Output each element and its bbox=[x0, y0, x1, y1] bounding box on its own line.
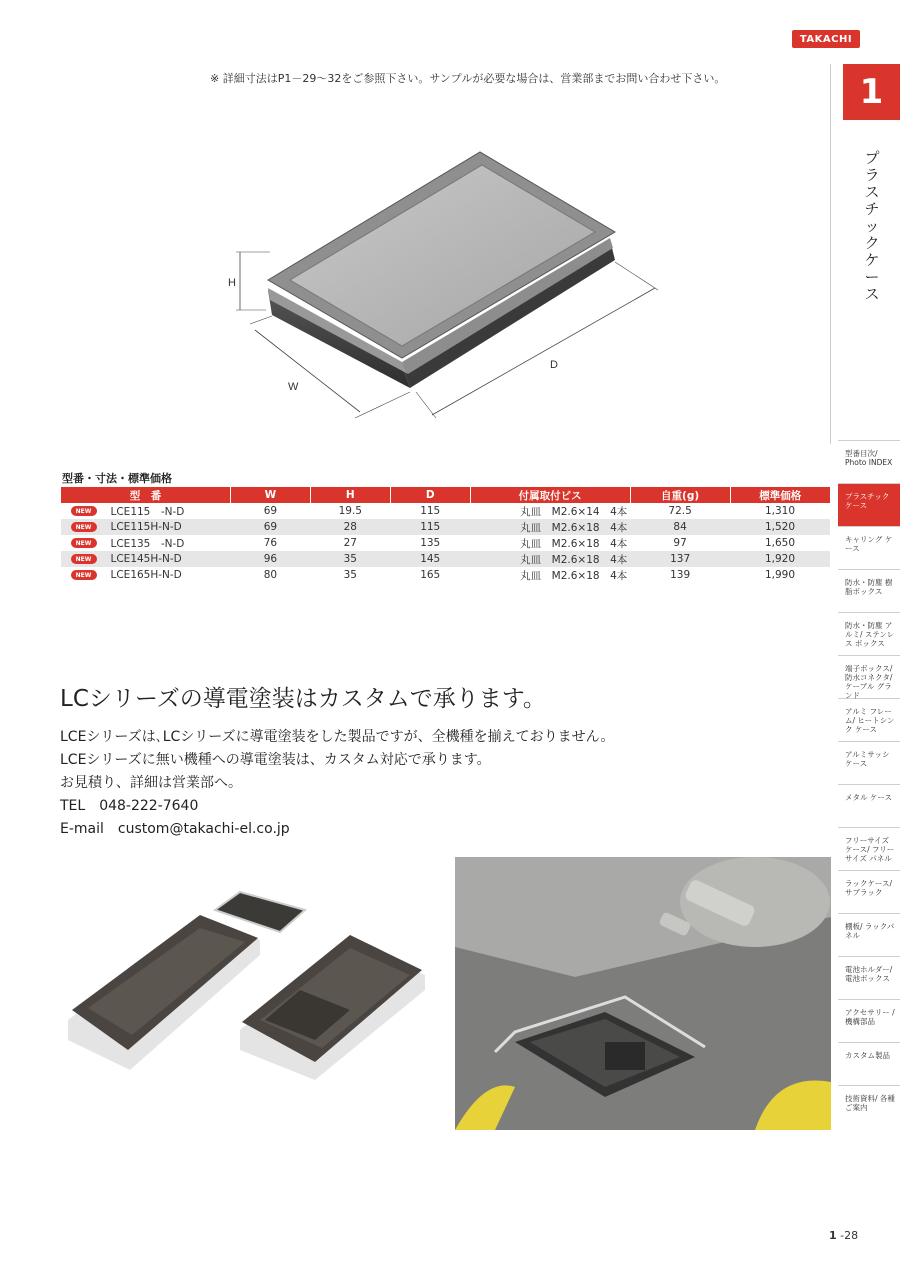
cell-weight: 137 bbox=[630, 551, 730, 567]
body-line: LCEシリーズに無い機種への導電塗装は、カスタム対応で承ります。 bbox=[60, 752, 491, 768]
header-d: D bbox=[390, 487, 470, 503]
cell-model bbox=[61, 535, 231, 551]
sidenav-item-aluminum-frame[interactable]: アルミ フレーム/ ヒートシンク ケース bbox=[838, 698, 900, 741]
section-heading: LCシリーズの導電塗装はカスタムで承ります。 bbox=[60, 686, 546, 712]
sidenav-item-shelf[interactable]: 棚板/ ラックパネル bbox=[838, 913, 900, 956]
sidenav-item-carrying-case[interactable]: キャリング ケース bbox=[838, 526, 900, 569]
cell-w: 76 bbox=[263, 537, 278, 549]
cell-weight: 72.5 bbox=[668, 505, 692, 517]
cell-screws: 丸皿 M2.6×18 4本 bbox=[470, 519, 630, 535]
sidenav-item-metal-case[interactable]: メタル ケース bbox=[838, 784, 900, 827]
model-text: LCE165H-N-D bbox=[110, 569, 182, 581]
sidenav-item-battery-holder[interactable]: 電池ホルダー/ 電池ボックス bbox=[838, 956, 900, 999]
cell-price: 1,990 bbox=[764, 569, 796, 581]
header-w: W bbox=[230, 487, 310, 503]
chapter-number: 1 bbox=[843, 64, 900, 120]
body-line: お見積り、詳細は営業部へ。 bbox=[60, 775, 242, 791]
sidebar-divider bbox=[830, 64, 831, 444]
model-text: LCE145H-N-D bbox=[110, 553, 182, 565]
sidenav-item-rack-case[interactable]: ラックケース/ サブラック bbox=[838, 870, 900, 913]
cell-weight: 139 bbox=[670, 569, 691, 581]
sidenav-item-waterproof-resin[interactable]: 防水・防塵 樹脂ボックス bbox=[838, 569, 900, 612]
cell-h: 28 bbox=[310, 519, 390, 535]
new-badge: NEW bbox=[71, 570, 97, 580]
cell-price: 1,920 bbox=[730, 551, 830, 567]
cell-screws: 丸皿 M2.6×14 4本 bbox=[520, 505, 628, 518]
header-weight: 自重(g) bbox=[630, 487, 730, 503]
dimension-label-w: W bbox=[288, 381, 299, 393]
table-row bbox=[61, 519, 831, 535]
cell-screws: 丸皿 M2.6×18 4本 bbox=[520, 537, 628, 550]
model-text: LCE135 -N-D bbox=[110, 537, 185, 550]
cell-d: 115 bbox=[420, 505, 441, 517]
sidenav-item-photo-index[interactable]: 型番目次/ Photo INDEX bbox=[838, 440, 900, 483]
cell-h: 27 bbox=[343, 537, 357, 549]
sidenav-item-custom[interactable]: カスタム製品 bbox=[838, 1042, 900, 1085]
sidenav-item-aluminum-sash[interactable]: アルミサッシ ケース bbox=[838, 741, 900, 784]
sidenav-item-terminal-box[interactable]: 端子ボックス/ 防水コネクタ/ ケーブル グランド bbox=[838, 655, 900, 698]
table-header-row bbox=[61, 487, 831, 503]
cell-d: 135 bbox=[420, 537, 441, 549]
contact-tel: TEL 048-222-7640 bbox=[60, 798, 199, 814]
sidenav-item-accessory[interactable]: アクセサリー /機構部品 bbox=[838, 999, 900, 1042]
chapter-title: プラスチックケース bbox=[864, 149, 880, 303]
cell-screws: 丸皿 M2.6×18 4本 bbox=[520, 569, 628, 582]
open-case-photo bbox=[60, 880, 440, 1110]
spec-table bbox=[60, 487, 830, 583]
cell-model bbox=[61, 567, 231, 583]
header-h: H bbox=[310, 487, 390, 503]
new-badge: NEW bbox=[71, 538, 97, 548]
new-badge: NEW bbox=[71, 554, 97, 564]
contact-email[interactable]: E-mail custom@takachi-el.co.jp bbox=[60, 821, 290, 837]
cell-d: 165 bbox=[420, 569, 441, 581]
header-screws: 付属取付ビス bbox=[470, 487, 630, 503]
table-row bbox=[61, 567, 831, 583]
cell-w: 96 bbox=[230, 551, 310, 567]
sidenav-item-free-size[interactable]: フリーサイズ ケース/ フリーサイズ パネル bbox=[838, 827, 900, 870]
cell-w: 69 bbox=[263, 505, 278, 517]
dimension-label-d: D bbox=[550, 359, 558, 371]
header-price: 標準価格 bbox=[730, 487, 830, 503]
cell-price: 1,650 bbox=[764, 537, 796, 549]
cell-price: 1,520 bbox=[730, 519, 830, 535]
side-navigation bbox=[838, 440, 900, 1128]
model-text: LCE115H-N-D bbox=[110, 521, 182, 533]
new-badge: NEW bbox=[71, 522, 97, 532]
cell-h: 35 bbox=[310, 551, 390, 567]
cell-model bbox=[61, 519, 231, 535]
table-title: 型番・寸法・標準価格 bbox=[62, 472, 172, 485]
body-text bbox=[60, 726, 614, 841]
cell-h: 19.5 bbox=[338, 505, 362, 517]
cell-d: 115 bbox=[390, 519, 470, 535]
top-note: ※ 詳細寸法はP1－29～32をご参照下さい。サンプルが必要な場合は、営業部までお問い合わせ下さい。 bbox=[210, 72, 726, 85]
sidenav-item-waterproof-aluminum[interactable]: 防水・防塵 アルミ/ ステンレス ボックス bbox=[838, 612, 900, 655]
cell-price: 1,310 bbox=[764, 505, 796, 517]
cell-weight: 84 bbox=[630, 519, 730, 535]
model-text: LCE115 -N-D bbox=[110, 505, 185, 518]
page-number: 1 -28 bbox=[829, 1229, 859, 1242]
table-row bbox=[61, 503, 831, 519]
cell-h: 35 bbox=[343, 569, 357, 581]
cell-w: 80 bbox=[263, 569, 278, 581]
cell-d: 145 bbox=[390, 551, 470, 567]
cell-model bbox=[61, 551, 231, 567]
header-model: 型 番 bbox=[61, 487, 231, 503]
sidenav-item-plastic-case[interactable]: プラスチック ケース bbox=[838, 483, 900, 526]
spray-painting-photo bbox=[455, 857, 831, 1130]
case-dimension-diagram bbox=[210, 140, 680, 430]
cell-weight: 97 bbox=[673, 537, 687, 549]
cell-model bbox=[61, 503, 231, 519]
table-row bbox=[61, 535, 831, 551]
body-line: LCEシリーズは､LCシリーズに導電塗装をした製品ですが、全機種を揃えておりません。 bbox=[60, 729, 615, 745]
cell-screws: 丸皿 M2.6×18 4本 bbox=[470, 551, 630, 567]
new-badge: NEW bbox=[71, 506, 97, 516]
dimension-label-h: H bbox=[228, 277, 236, 289]
takachi-logo: TAKACHI bbox=[792, 30, 860, 48]
sidenav-item-technical[interactable]: 技術資料/ 各種ご案内 bbox=[838, 1085, 900, 1128]
cell-w: 69 bbox=[230, 519, 310, 535]
table-row bbox=[61, 551, 831, 567]
